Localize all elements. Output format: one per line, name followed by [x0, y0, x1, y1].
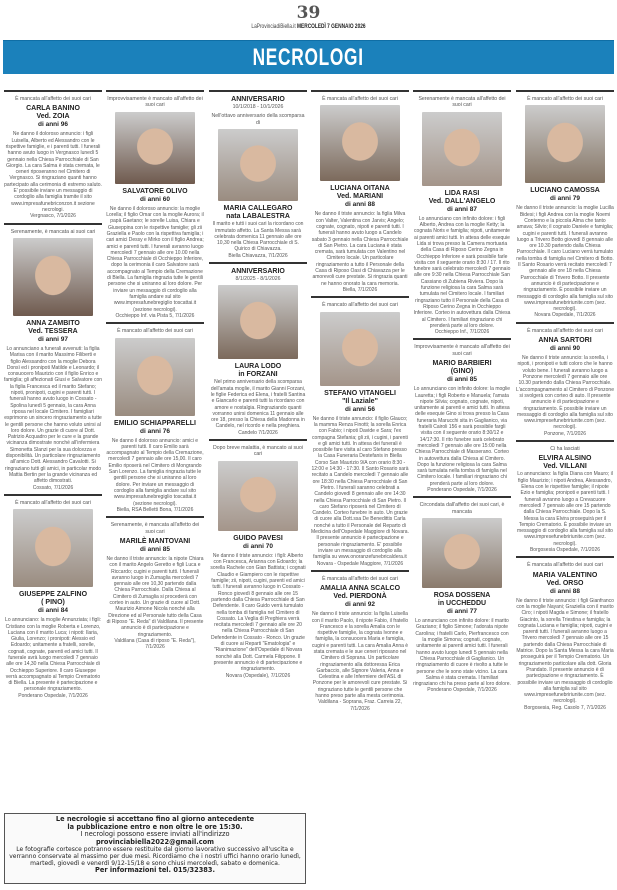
obituary-intro: È mancata all'affetto dei suoi cari	[527, 327, 603, 334]
obituary-notice	[106, 96, 204, 319]
obituary-text: Nel primo anniversario della scomparsa dell'amata moglie, il marito Gianni Forzani, le figlie Federica ed Elena, i fratelli Santina e Giancarlo e parenti tutti la ricordano con amore e nostalgia. Ringraziando quanti vorranno unirsi domenica 11 gennaio alle ore 18, presso la Chiesa della Madonna in Candelo, nel ricordo e nella preghiera.	[210, 379, 306, 430]
deceased-name: GIUSEPPE ZALFINO	[18, 591, 88, 599]
obituary-notice	[413, 502, 511, 693]
notice-email[interactable]: provinciabiella2022@gmail.com	[95, 837, 215, 846]
obituary-text: Lo annunciano: la figlia Diana con Mauro; il figlio Maurizio; i nipoti Andrea, Alessandro, Elena con le rispettive famiglie; il nipote Ezio e famiglia; pronipoti e parenti tutti. I funerali avranno luogo a Crevacuore mercoledì 7 gennaio alle ore 15 partendo dalla Chiesa Parrocchiale. Dopo la S. Messa la cara Elvira proseguirà per il Tempio Crematorio. È possibile inviare un messaggio di cordoglio alla famiglia sul sito www.impresefunebririunite.com (sez. necrologi).	[517, 471, 613, 547]
deceased-age: di anni 92	[345, 601, 375, 609]
obituary-place-date: Biella, 7/1/2026	[342, 286, 378, 293]
deceased-name: MARILÈ MANTOVANI	[119, 537, 191, 545]
obituary-text: Ne danno il triste annuncio: la nipote Chiara con il marito Angelo Geretto e figli Luca e Riccardo; cugini e parenti tutti. I funerali avranno luogo in Zumaglia mercoledì 7 gennaio alle ore 10,30 partendo dalla Chiesa Parrocchiale. Dalla Chiesa al Cimitero di Zumaglia si procederà con corteo in auto. Un grazie di cuore al Dott. Maurizio Aimone Nicola nonché alla Direzione ed al Personale tutto della Casa di Riposo "E. Reda" di Valdilana. Il presente annuncio è di partecipazione e ringraziamento.	[106, 555, 204, 638]
obituary-notice	[4, 229, 102, 491]
obituary-place-date: Candelo 7/1/2026	[238, 429, 278, 436]
obituary-intro: Improvvisamente è mancato all'affetto dei suoi cari	[414, 344, 510, 357]
obituary-intro: È mancato all'affetto dei suoi cari	[15, 499, 91, 506]
deceased-married-name: (GINO)	[450, 368, 474, 376]
notice-deadline-time: la pubblicazione entro e non oltre le ore 15:30.	[67, 822, 243, 831]
column-1	[4, 90, 102, 699]
deceased-name: GUIDO PAVESI	[233, 534, 283, 542]
obituary-notice	[413, 96, 511, 335]
notice-photo-policy: Le fotografie cortesce potranno essere restituite dal giorno lavorativo successivo all'uscita e verranno conservate al massimo per due mesi. Ricordiamo che i nostri uffici hanno orario lunedì, martedì, giovedì e venerdì 9/12-15/18 e sono chiusi mercoledì, sabato e domenica.	[9, 846, 301, 868]
notice-send-info: I necrologi possono essere inviati all'indirizzo	[80, 830, 230, 839]
obituary-text: Ne danno il triste annuncio: la sorella, i nipoti, i pronipoti e tutti coloro che le hanno voluto bene. I funerali avranno luogo a Ponzone mercoledì 7 gennaio alle ore 10.30 partendo dalla Chiesa Parrocchiale. L'accompagnamento al Cimitero di Ponzone si svolgerà con corteo di auto. Il presente annuncio è di partecipazione e ringraziamento. È possibile inviare un messaggio di cordoglio alla famiglia sul sito www.impresefunebririunite.com (sez. necrologi).	[516, 355, 614, 431]
divider	[209, 90, 307, 92]
divider	[311, 90, 409, 92]
divider	[413, 90, 511, 92]
obituary-place-date: Borgosesia, Reg. Casolo 7, 7/1/2026	[524, 704, 606, 711]
obituary-notice	[4, 500, 102, 699]
obituary-notice	[209, 268, 307, 436]
obituary-notice	[413, 344, 511, 493]
deceased-age: di anni 85	[140, 545, 170, 553]
obituary-place-date: Novara - Ospedale Maggiore, 7/1/2026	[316, 560, 404, 567]
obituary-notice	[4, 96, 102, 220]
obituary-text: Lo annunciano a funerali avvenuti: la figlia Marisa con il marito Massimo Filiberti e figlio Alessandro con la moglie Debora Donsì ed i pronipoti Matilde e Leonardo; il consuocero Maurizio con il figlio Enrico e famiglia; gli affezionati Giusi e Salvatore con la figlia Francesca ed il marito Stefano; nipoti, pronipoti, cugini e parenti tutti. I funerali hanno avuto luogo in Cossato - Spolina lunedì 5 gennaio, la cara Anna riposa nel locale Cimitero. I famigliari esprimono un sincero ringraziamento a tutte le gentili persone che hanno voluto unirsi al loro dolore. Un grazie di cuore al Dott. Patrizio Acquadro per le cure e la grande vicinanza dimostrate nonché all'infermiera Simonetta Slanzi per la sua dolcezza e disponibilità. Un particolare ringraziamento all'amico Dott. Alessandro Cavalotti. Si ringraziano tutti gli amici, in particolar modo Mattia Bertin per la grande vicinanza ed affetto dimostrati.	[4, 345, 103, 485]
portrait-photo	[320, 105, 400, 181]
obituary-text: Lo annunciano con infinito dolore: la moglie Lauretta; i figli Roberto e Manuela; l'amata nipote Silvia; cognato, cognate, nipoti, unitamente ai parenti e amici tutti. In attesa delle esequie Gino si trova presso la Casa funeraria Marucchi sita in Gaglianico, via fratelli Cairoli 156 e sarà possibile fargli visita con il seguente orario 8:30/12 e 14/17:30. Il rito funebre sarà celebrato mercoledì 7 gennaio alle ore 15:00 nella Chiesa Parrocchiale di Masserano. Corteo in autovettura dalla Chiesa al Cimitero. Dopo la funzione religiosa la cara Salma sarà tumulata nella tomba di famiglia nel Cimitero locale. I familiari ringraziano chi prenderà parte al loro dolore.	[413, 386, 511, 487]
deceased-name: MARIO BARBIERI	[432, 360, 492, 368]
deceased-age: di anni 97	[38, 335, 68, 343]
portrait-photo	[115, 112, 195, 184]
deceased-age: di anni 87	[447, 205, 477, 213]
deceased-married-name: Ved. MARIANI	[336, 193, 384, 201]
deceased-name: ANNA SARTORI	[538, 337, 592, 345]
obituary-intro: Circondata dall'affetto dei suoi cari, è mancata	[419, 502, 505, 515]
section-title: NECROLOGI	[252, 44, 365, 71]
deceased-name: LUCIANO CAMOSSA	[530, 187, 600, 195]
deceased-name: LAURA LODO	[234, 363, 282, 371]
obituary-notice	[209, 445, 307, 679]
obituary-intro: Serenamente, è mancata ai suoi cari	[10, 228, 96, 235]
divider	[209, 262, 307, 264]
deceased-age: di anni 88	[345, 201, 375, 209]
notice-deadline: Le necrologie si accettano fino al giorno antecedente	[55, 815, 255, 823]
deceased-name: CARLA BANINO	[26, 105, 80, 113]
column-5	[413, 90, 511, 694]
deceased-married-name: Ved. VILLANI	[543, 463, 587, 471]
obituary-text: Ne danno il triste annuncio: i figli: Alberto con Francesca, Arianna con Edoardo; la sorella Rachele con Gian Battista; i cognati Claudio e Giampiero con le rispettive famiglie; zii, nipoti, cugini, parenti ed amici tutti. I funerali avranno luogo in Cossato - Ronco giovedì 8 gennaio alle ore 15 partendo dalla Chiesa Parrocchiale di San Defendente. Il caro Guido verrà tumulato nella tomba di famiglia nel Cimitero di Cossato. La Veglia di Preghiera verrà recitata mercoledì 7 gennaio alle ore 20 nella Chiesa Parrocchiale di San Defendente in Cossato - Ronco. Un grazie di cuore ai Reparti "Ematologia" e "Rianimazione" dell'Ospedale di Novara nonché alla Dott. Carmela Filippone. Il presente annuncio è di partecipazione e ringraziamento.	[210, 552, 306, 673]
obituary-place-date: Occhieppo Inf., 7/1/2026	[434, 329, 490, 336]
obituary-text: Ne danno il triste annuncio: i figli Gianfranco con la moglie Nayani; Graziella con il marito Ciro; i nipoti Magda e Simone; il fratello Giacinto, la sorella Triestina e famiglia; la cognata Luciana e famiglia; nipoti, cugini e parenti tutti. I funerali avranno luogo a Trivero mercoledì 7 gennaio alle ore 15 partendo dalla Chiesa Parrocchiale di Matrice. Dopo la Santa Messa la cara Maria proseguirà per il Tempio Crematorio. Un ringraziamento particolare alla dott. Gloria Prandato. Il presente annuncio è di partecipazione e ringraziamento. È possibile inviare un messaggio di cordoglio alla famiglia sul sito www.impresefunebririunite.com (sez. necrologi).	[516, 597, 614, 705]
obituary-notice	[106, 522, 204, 650]
obituary-intro: È mancata all'affetto dei suoi cari	[527, 562, 603, 569]
obituary-place-date: Ponderano Ospedale, 7/1/2026	[427, 687, 497, 694]
anniversary-intro: Nell'ottavo anniversario della scomparsa di	[211, 113, 305, 126]
obituary-text: Ne danno il triste annuncio: la figlia Luisella con il marito Paolo, il nipote Fabio, il fratello Francesco e la sorella Amalia con le rispettive famiglie, la cognata Ivonne e famiglia, la consuocera Maria e famiglia, cugini e parenti tutti. La cara Amalia Anna è stata cremata e le sue ceneri riposano nel Cimitero di Soprana. Un particolare ringraziamento alla dottoressa Erica Garbaccio, alle Signore Valeria, Anna e Celestina e alle Infermiere dell'ASL di Ponzone per le amorevoli cure prestate. Si ringraziano tutte le gentili persone che hanno preso parte alla mesta cerimonia.	[311, 611, 409, 700]
obituary-place-date: Biella, RSA Belletti Bona, 7/1/2026	[116, 506, 194, 513]
deceased-married-name: Ved. DALL'ANGELO	[428, 197, 496, 205]
deceased-name: LIDA RASI	[444, 189, 480, 197]
deceased-married-name: "Il Laziale"	[342, 397, 378, 405]
obituary-notice	[311, 96, 409, 293]
obituary-text: Ne danno il triste annuncio: il figlio Glauco; la mamma Renza Finotti; la sorella Enrica con Fabio; i nipoti Davide e Sara; l'ex compagna Stefania; gli zii, i cugini, i parenti e gli amici tutti. In attesa dei funerali è possibile fare visita al caro Stefano presso la Casa Funeraria Destefanis in Biella Corso San Maurizio 9/A con orario 8:30 - 12:00 e 14:30 - 17:30. Il Santo Rosario sarà recitato a Candelo mercoledì 7 gennaio alle ore 18:30 nella Chiesa Parrocchiale di San Pietro. I funerali saranno celebrati a Candelo giovedì 8 gennaio alle ore 14:30 nella Chiesa Parrocchiale di San Pietro. Il caro Stefano riposerà nel Cimitero di Candelo. Corteo funebre in auto. Un grazie di cuore alla Dott.ssa De Benedittis Carla nonché a tutto il Personale del Reparto di Medicina dell'Ospedale Maggiore di Novara. Il presente annuncio è partecipazione e personale ringraziamento. E' possibile inviare un messaggio di cordoglio alla famiglia su www.onoranzefunebricaldera.it	[311, 415, 409, 561]
deceased-age: di anni 56	[345, 405, 375, 413]
deceased-name: STEFANO VITANGELI	[324, 389, 396, 397]
page-number: 39	[296, 3, 321, 23]
obituary-place-date: Valdilana (Casa di riposo "E. Reda"), 7/1/2026	[114, 637, 196, 651]
obituary-intro: Improvvisamente è mancato all'affetto dei suoi cari	[107, 96, 203, 109]
obituary-intro: È mancata all'affetto dei suoi cari	[322, 96, 398, 102]
deceased-married-name: in UCCHEDDU	[437, 600, 487, 608]
deceased-married-name: nata LABALESTRA	[226, 213, 290, 221]
portrait-photo	[320, 312, 400, 386]
divider	[413, 496, 511, 498]
issue-date: MERCOLEDÌ 7 GENNAIO 2026	[297, 24, 366, 30]
divider	[209, 439, 307, 441]
deceased-married-name: ( PINO)	[41, 599, 65, 607]
obituary-intro: Dopo breve malattia, è mancato ai suoi cari	[213, 445, 303, 458]
obituary-place-date: Valdilana - Soprana, Fraz. Carreia 22, 7/1/2026	[318, 699, 402, 712]
notice-phone: Per informazioni tel. 015/32383.	[95, 866, 215, 875]
obituary-place-date: Vergnasco, 7/1/2026	[30, 213, 76, 220]
obituary-intro: È mancato all'affetto dei suoi cari	[117, 328, 193, 335]
portrait-photo	[525, 105, 605, 183]
obituary-text: Ne danno il doloroso annuncio: i figli Luisella, Alberto ed Alessandro con le rispettive famiglie, e i parenti tutti. I funerali hanno avuto luogo in Vergnasco lunedì 5 gennaio nella Chiesa Parrocchiale di San Giorgio. La cara Salma è stata cremata, le ceneri riposeranno nel Cimitero di Vergnasco. Si ringraziano quanti hanno partecipato alla cerimonia di estremo saluto. E' possibile inviare un messaggio di cordoglio alla famiglia tramite il sito www.impresafunebriconzon.it sezione necrologi.	[4, 131, 102, 213]
divider	[4, 90, 102, 92]
deceased-name: ELVIRA ALSINO	[538, 455, 592, 463]
portrait-photo	[13, 238, 93, 316]
obituary-place-date: Novara Ospedale, 7/1/2026	[534, 312, 596, 319]
column-6	[516, 90, 614, 711]
divider	[311, 570, 409, 572]
obituary-intro: È mancata all'affetto dei suoi cari	[15, 96, 91, 102]
obituary-text: Lo annunciano: la moglie Annunziata; i figli: Cristiano con la moglie Roberta e Lorenzo, Luciana con il marito Luca; i nipoti: Ilaria, Giulia, Lorenzo; i pronipoti: Alessio ed Edoardo; unitamente a fratelli, sorelle, cognati, cognate, parenti ed amici tutti. Il funerale avrà luogo mercoledì 7 gennaio alle ore 14,30 nella Chiesa Parrocchiale di Occhieppo Superiore. Il caro Giuseppe verrà accompagnato al Tempio Crematorio di Biella. La presente è partecipazione e personale ringraziamento.	[5, 617, 101, 693]
divider	[516, 90, 614, 92]
obituary-text: Ne danno il triste annuncio: la moglie Lucilla Bidesi; i figli Andrea con la moglie Noemi Conterno e la piccola Alma che tanto amava; Silvio; il cognato Daniele e famiglia; cugini e parenti tutti. I funerali avranno luogo a Trivero Botto giovedì 8 gennaio alle ore 10.30 partendo dalla Chiesa Parrocchiale. Il caro Luciano verrà tumulato nella tomba di famiglia nel Cimitero di Botto. Il Santo Rosario verrà recitato mercoledì 7 gennaio alle ore 18 nella Chiesa Parrocchiale di Trivero Botto. Il presente annuncio è di partecipazione e ringraziamento. È possibile inviare un messaggio di cordoglio alla famiglia sul sito www.impresafunebririunite.com (sez. necrologi).	[516, 205, 614, 313]
obituary-place-date: Ponderano Ospedale, 7/1/2026	[18, 692, 88, 699]
deceased-married-name: Ved. ZOIA	[36, 113, 70, 121]
deceased-name: AMALIA ANNA SCALCO	[319, 585, 401, 593]
deceased-name: MARIA VALENTINO	[532, 571, 598, 579]
deceased-age: di anni 70	[243, 542, 273, 550]
deceased-age: di anni 76	[140, 427, 170, 435]
deceased-name: ANNA ZAMBITO	[26, 319, 80, 327]
divider	[106, 516, 204, 518]
obituary-text: Lo annunciano con infinito dolore: i figli Alberto, Andrea con la moglie Ketty; la cognata Noris e famiglia; nipoti, unitamente ai parenti amici tutti. In attesa delle esequie Lida si trova presso la Camera mortuaria della Casa di Riposo Cerino Zegna in Occhieppo Inferiore e sarà possibile farle visita con il seguente orario 8:30 / 17. Il rito funebre sarà celebrato mercoledì 7 gennaio alle ore 9:30 nella Chiesa Parrocchiale San Cassiano di Zubiena Riviera. Dopo la funzione religiosa la cara Salma sarà tumulata nel Cimitero locale. I familiari ringraziano tutto il Personale della Casa di Riposo Cerino Zegna in Occhieppo Inferiore. Corteo in autovettura dalla Chiesa al Cimitero. I familiari ringraziano chi prenderà parte al loro dolore.	[413, 215, 511, 329]
obituary-text: Il marito e tutti i suoi cari la ricordano con immutato affetto. La Santa Messa sarà celebrata domenica 11 gennaio alle ore 10,30 nella Chiesa Parrocchiale di S. Quirico di Chiavazza.	[212, 221, 304, 253]
anniversary-dates: 8/1/2025 - 8/1/2026	[235, 276, 281, 282]
obituary-notice	[516, 446, 614, 553]
anniversary-label: ANNIVERSARIO	[231, 268, 285, 275]
portrait-photo	[218, 285, 298, 359]
obituary-place-date: Biella Chiavazza, 7/1/2026	[228, 252, 288, 259]
deceased-married-name: Ved. TESSERA	[28, 327, 78, 335]
obituary-place-date: Novara (Ospedale), 7/1/2026	[225, 672, 291, 679]
portrait-photo	[115, 338, 195, 416]
obituary-intro: È mancata all'affetto dei suoi cari	[322, 575, 398, 582]
site-name: LaProvinciadiBiella.it	[251, 24, 296, 30]
dateline	[62, 24, 556, 30]
obituary-intro: Serenamente è mancata all'affetto dei suoi cari	[418, 96, 506, 109]
divider	[516, 556, 614, 558]
portrait-photo	[218, 461, 298, 531]
obituary-notice	[516, 562, 614, 711]
obituary-text: Lo annunciano con infinito dolore: il marito Graziano; il figlio Simone; l'adorata nipote Carolina; i fratelli Carlo, Pierfrancesco con la moglie Simona; cognati, cognate, unitamente ai parenti amici tutti. I funerali hanno avuto luogo lunedì 5 gennaio nella Chiesa Parrocchiale di Gaglianico. Un ringraziamento di cuore è rivolto a tutte le persone che le sono state vicino. La cara Salma è stata cremata. I familiari ringraziano chi ha preso parte al loro dolore.	[413, 618, 511, 688]
divider	[106, 322, 204, 324]
portrait-photo	[422, 112, 502, 186]
column-3	[209, 90, 307, 679]
deceased-name: EMILIO SCHIAPPARELLI	[114, 419, 196, 427]
obituary-intro: È mancato all'affetto dei suoi cari	[527, 96, 603, 102]
deceased-age: di anni 90	[550, 345, 580, 353]
portrait-photo	[422, 518, 502, 588]
obituary-notice	[311, 576, 409, 712]
obituary-text: Ne danno il doloroso annuncio: amici e parenti tutti. Il caro Emilio sarà accompagnato al Tempio della Cremazione, mercoledì 7 gennaio alle ore 15,00. Il caro Emilio riposerà nel Cimitero di Mongrando San Lorenzo. La famiglia ringrazia tutte le gentili persone che si uniranno al loro dolore. Per inviare un messaggio di cordoglio alla famiglia andare sul sito www.impresafunebregiglio toscattai.it (sezione necrologi).	[106, 437, 204, 507]
obituary-intro: Ci ha lasciati	[550, 446, 580, 453]
obituary-intro: È mancato all'affetto dei suoi cari	[322, 302, 398, 309]
deceased-age: di anni 85	[447, 376, 477, 384]
obituary-place-date: Borgosesia Ospedale, 7/1/2026	[529, 546, 601, 553]
obituary-text: Ne danno il doloroso annuncio: la moglie Lorella; il figlio Omar con la moglie Aurora; il papà Gaetano; le sorelle Luisa, Chiara e Giuseppina con le rispettive famiglie; gli zii Graziella e Paolo con la rispettiva famiglia; i cari amici Dessy e Mirko con il figlio Andrea; amici e parenti tutti. I funerali avranno luogo mercoledì 7 gennaio alle ore 10.00 nella Chiesa Parrocchiale di Occhieppo Inferiore, dopo la cerimonia il caro Salvatore sarà accompagnato al Tempio della Cremazione di Biella. La famiglia ringrazia tutte le gentili persone che si uniranno al loro dolore. Per inviare un messaggio di cordoglio alla famiglia andare sul sito www.impresafunebregiglio toscattai.it (sezione necrologi).	[106, 205, 204, 313]
obituary-notice	[106, 328, 204, 513]
masthead	[0, 0, 617, 30]
deceased-name: MARIA CALLEGARO	[223, 205, 293, 213]
obituary-place-date: Ponzone, 7/1/2026	[544, 430, 586, 437]
deceased-married-name: Ved. ORSO	[546, 579, 584, 587]
anniversary-label: ANNIVERSARIO	[231, 96, 285, 103]
deceased-age: di anni 88	[550, 587, 580, 595]
portrait-photo	[218, 129, 298, 201]
deceased-name: LUCIANA OITANA	[330, 185, 390, 193]
obituary-notice	[209, 96, 307, 259]
divider	[4, 223, 102, 225]
deceased-age: di anni 79	[550, 195, 580, 203]
divider	[516, 322, 614, 324]
deceased-name: SALVATORE OLIVO	[122, 187, 188, 195]
divider	[311, 296, 409, 298]
deceased-married-name: Ved. PIERDONÀ	[333, 593, 387, 601]
deceased-name: ROSA DOSSENA	[433, 592, 491, 600]
section-banner	[3, 40, 614, 74]
obituary-place-date: Occhieppo Inf. via Pista 5, 7/1/2026	[115, 312, 195, 319]
portrait-photo	[13, 509, 93, 587]
divider	[413, 338, 511, 340]
divider	[4, 494, 102, 496]
obituary-notice	[516, 96, 614, 319]
column-4	[311, 90, 409, 712]
divider	[106, 90, 204, 92]
deceased-age: di anni 77	[447, 608, 477, 616]
deceased-age: di anni 96	[38, 121, 68, 129]
obituary-text: Ne danno il triste annuncio: la figlia Milva con Valter, Valentina con Jarvis; Angelo; cognate, cognato, nipoti e parenti tutti. I funerali hanno avuto luogo a Candelo sabato 3 gennaio nella Chiesa Parrocchiale di San Pietro. La cara Luciana è stata cremata, sarà tumulata con Valentino nel Cimitero locale. Un particolare ringraziamento a tutto il Personale della Casa di Riposo Oasi di Chiavazza per le amorevoli cure prestate. Si ringrazia quanti ne hanno onorato la cara memoria.	[311, 211, 409, 287]
deceased-married-name: in FORZANI	[238, 371, 278, 379]
obituary-notice	[311, 302, 409, 567]
column-2	[106, 90, 204, 650]
obituary-intro: Serenamente, è mancata all'affetto dei suoi cari	[110, 522, 200, 535]
deceased-age: di anni 60	[140, 195, 170, 203]
obituary-place-date: Cossato, 7/1/2026	[32, 484, 74, 491]
submission-notice-box	[4, 813, 306, 884]
obituary-notice	[516, 328, 614, 437]
anniversary-dates: 10/1/2018 - 10/1/2026	[232, 104, 284, 110]
divider	[516, 440, 614, 442]
obituary-place-date: Ponderano Ospedale, 7/1/2026	[427, 487, 497, 494]
deceased-age: di anni 84	[38, 607, 68, 615]
